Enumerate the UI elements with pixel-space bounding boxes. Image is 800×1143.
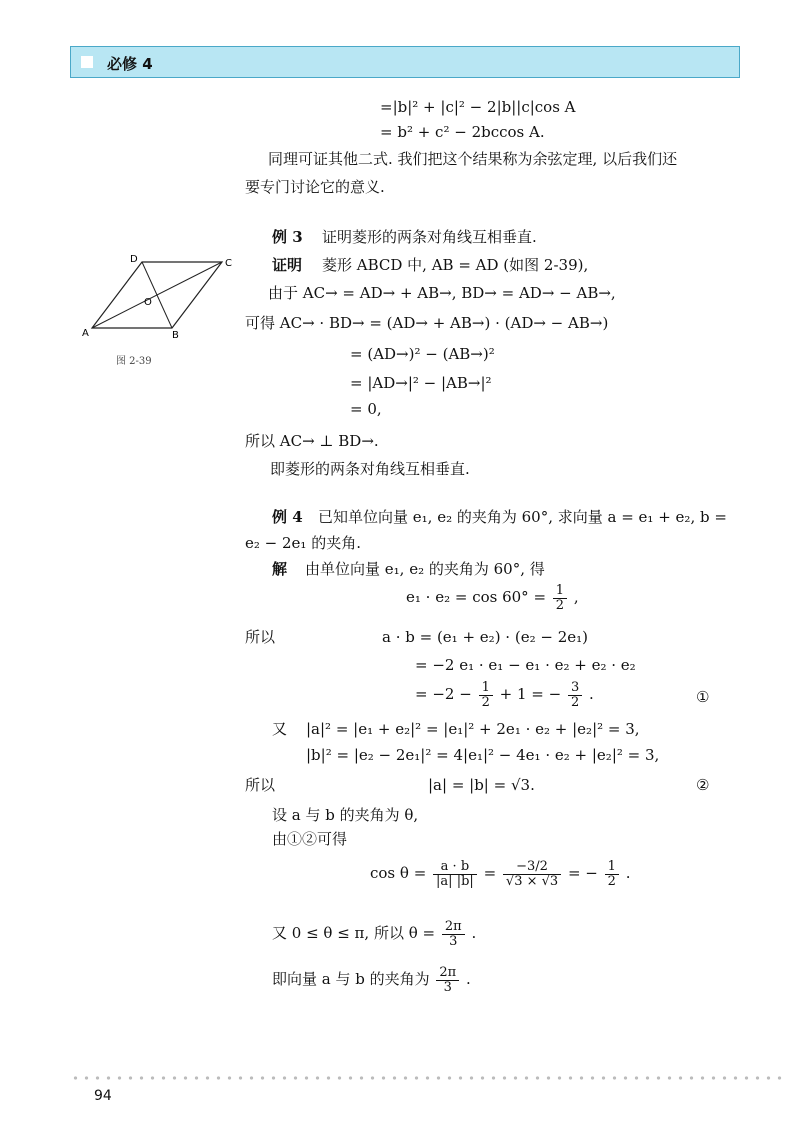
fraction-half	[553, 584, 567, 612]
example-4-label: 例 4	[272, 508, 303, 526]
text-line-4: 要专门讨论它的意义.	[245, 178, 385, 196]
one-half-denominator: 2	[607, 873, 616, 889]
fraction-ab-over-mags	[433, 860, 477, 888]
three-half-numerator: 3	[568, 681, 582, 696]
text-line-3: 同理可证其他二式. 我们把这个结果称为余弦定理, 以后我们还	[268, 150, 678, 168]
fraction-big	[503, 860, 561, 888]
ab-line-3	[415, 681, 594, 709]
since-line: 由于 AC→ = AD→ + AB→, BD→ = AD→ − AB→,	[268, 284, 616, 302]
example-4-line-2: e₂ − 2e₁ 的夹角.	[245, 534, 361, 552]
dot-left: e₁ · e₂ = cos 60° =	[406, 588, 551, 607]
two-pi-denominator: 3	[449, 933, 458, 949]
figure-caption: 图 2-39	[116, 356, 152, 367]
so-label-1: 所以	[245, 628, 276, 646]
final-text: 即向量 a 与 b 的夹角为	[272, 970, 435, 989]
equation-ref-2: ②	[696, 776, 710, 794]
half2-numerator: 1	[479, 681, 493, 696]
fraction-three-half	[568, 681, 582, 709]
magnitude-a-line: |a|² = |e₁ + e₂|² = |e₁|² + 2e₁ · e₂ + |e₂|² = 3,	[306, 720, 640, 738]
final-numerator: 2π	[436, 966, 459, 981]
proof-line: 菱形 ABCD 中, AB = AD (如图 2-39),	[322, 256, 589, 274]
eq-line-2: = b² + c² − 2bccos A.	[380, 123, 545, 141]
eq-line-1: =|b|² + |c|² − 2|b||c|cos A	[380, 98, 576, 116]
range-end: .	[471, 924, 477, 943]
conclusion-line: 即菱形的两条对角线互相垂直.	[270, 460, 470, 478]
ab3-mid: + 1 = −	[499, 685, 562, 704]
header-title: 必修 4	[107, 55, 153, 73]
cos-equals: =	[483, 864, 501, 883]
half-denominator: 2	[555, 597, 565, 613]
magnitudes-line: |a| = |b| = √3.	[428, 776, 535, 794]
get-line-2: = (AD→)² − (AB→)²	[350, 345, 495, 363]
three-half-denominator: 2	[570, 694, 580, 710]
ab-line-1: a · b = (e₁ + e₂) · (e₂ − 2e₁)	[382, 628, 588, 646]
big-numerator: −3/2	[503, 860, 561, 875]
example-3-label: 例 3	[272, 228, 303, 246]
get-line-4: = 0,	[350, 400, 382, 418]
dot-end: ,	[573, 588, 579, 607]
get-line-1: 可得 AC→ · BD→ = (AD→ + AB→) · (AD→ − AB→)	[245, 314, 609, 332]
solution-line: 由单位向量 e₁, e₂ 的夹角为 60°, 得	[305, 560, 545, 578]
rhombus-figure	[80, 250, 240, 350]
vertex-label-a: A	[82, 328, 89, 339]
from-line: 由①②可得	[272, 830, 348, 848]
fraction-final	[436, 966, 459, 994]
example-4-line-1: 已知单位向量 e₁, e₂ 的夹角为 60°, 求向量 a = e₁ + e₂, b =	[318, 508, 727, 526]
range-text: 又 0 ≤ θ ≤ π, 所以 θ =	[272, 924, 440, 943]
range-line	[272, 920, 476, 948]
ab-numerator: a · b	[433, 860, 477, 875]
vertex-label-c: C	[225, 258, 232, 269]
get-line-3: = |AD→|² − |AB→|²	[350, 374, 492, 392]
cos-left: cos θ =	[370, 864, 432, 883]
final-end: .	[466, 970, 471, 989]
final-line	[272, 966, 471, 994]
also-label: 又	[272, 720, 288, 738]
equation-ref-1: ①	[696, 688, 710, 706]
proof-label: 证明	[272, 256, 303, 274]
half2-denominator: 2	[481, 694, 490, 710]
half-numerator: 1	[553, 584, 567, 599]
cos-equation	[370, 860, 631, 888]
example-3-title: 证明菱形的两条对角线互相垂直.	[322, 228, 537, 246]
cos-end: .	[625, 864, 631, 883]
big-denominator: √3 × √3	[505, 873, 559, 889]
vertex-label-b: B	[172, 330, 179, 341]
dot-product-line	[406, 584, 579, 612]
ab3-left: = −2 −	[415, 685, 477, 704]
let-line: 设 a 与 b 的夹角为 θ,	[272, 806, 419, 824]
mags-denominator: |a| |b|	[436, 873, 474, 889]
ab3-end: .	[589, 685, 594, 704]
magnitude-b-line: |b|² = |e₂ − 2e₁|² = 4|e₁|² − 4e₁ · e₂ + |e₂|² = 3,	[306, 746, 660, 764]
solution-label: 解	[272, 560, 288, 578]
final-denominator: 3	[443, 979, 452, 995]
footer-dotted-rule	[70, 1076, 785, 1080]
ab-line-2: = −2 e₁ · e₁ − e₁ · e₂ + e₂ · e₂	[415, 656, 636, 674]
header-square-icon	[81, 56, 93, 68]
so-label-2: 所以	[245, 776, 276, 794]
vertex-label-d: D	[130, 254, 138, 265]
center-label-o: O	[144, 297, 152, 308]
so-line: 所以 AC→ ⊥ BD→.	[245, 432, 379, 450]
two-pi-numerator: 2π	[442, 920, 465, 935]
one-half-numerator: 1	[605, 860, 619, 875]
fraction-half-2	[479, 681, 493, 709]
diagonal-bd	[142, 262, 172, 328]
fraction-one-half	[605, 860, 619, 888]
page-number: 94	[94, 1088, 112, 1104]
cos-mid: = −	[567, 864, 598, 883]
fraction-two-pi-third	[442, 920, 465, 948]
chapter-header	[70, 46, 740, 78]
